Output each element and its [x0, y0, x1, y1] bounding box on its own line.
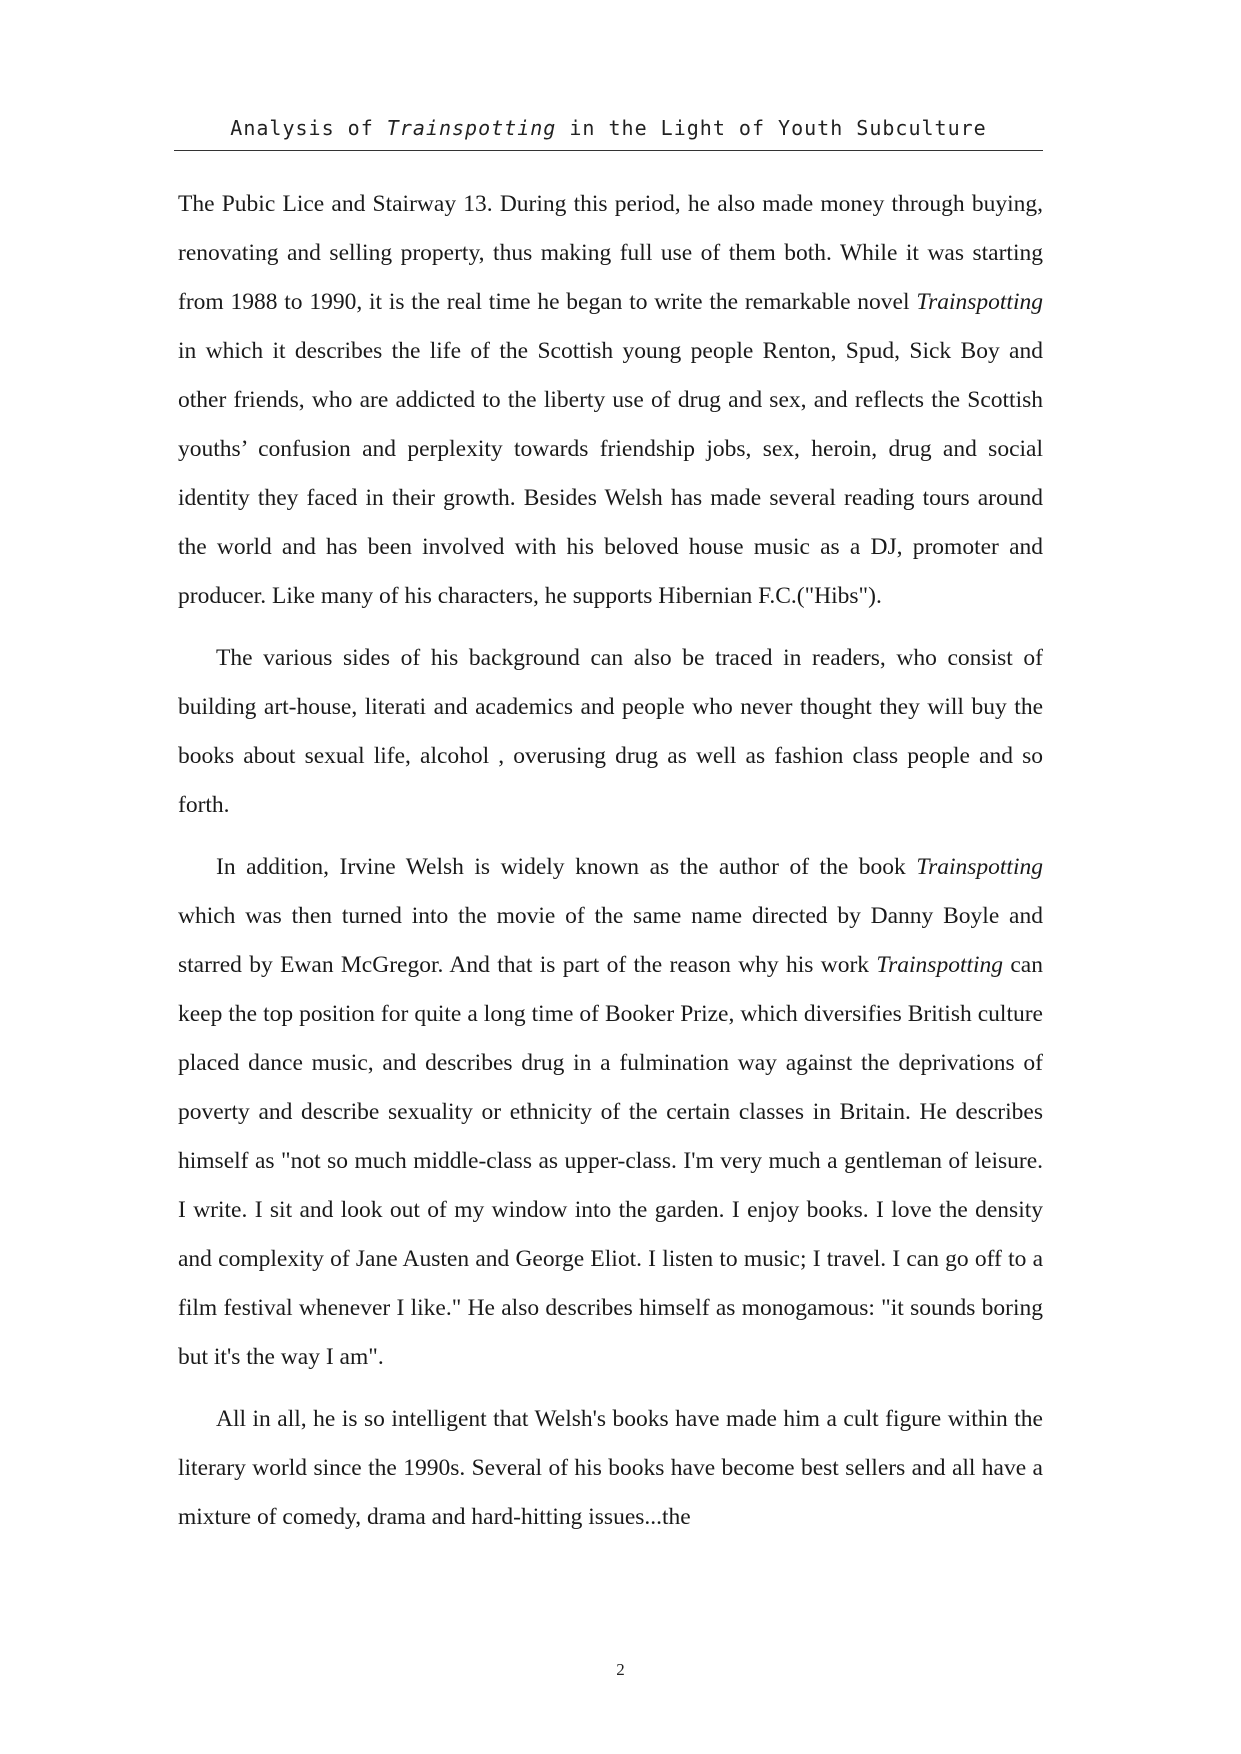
paragraph-4 — [178, 1395, 1043, 1542]
text-span: can keep the top position for quite a long time of Booker Prize, which diversifies British culture placed dance music, and describes drug in a fulmination way against the deprivations of poverty and describe sexuality or ethnicity of the certain classes in Britain. He describes himself as "not so much middle-class as upper-class. I'm very much a gentleman of leisure. I write. I sit and look out of my window into the garden. I enjoy books. I love the density and complexity of Jane Austen and George Eliot. I listen to music; I travel. I can go off to a film festival whenever I like." He also describes himself as monogamous: "it sounds boring but it's the way I am". — [178, 952, 1043, 1370]
running-header-book-title: Trainspotting — [386, 116, 557, 140]
text-span: All in all, he is so intelligent that Welsh's books have made him a cult figure within the literary world since the 1990s. Several of his books have become best sellers and all have a mixture of comedy, drama and hard-hitting issues...the — [178, 1406, 1043, 1530]
text-span: in which it describes the life of the Scottish young people Renton, Spud, Sick Boy and other friends, who are addicted to the liberty use of drug and sex, and reflects the Scottish youths’ confusion and perplexity towards friendship jobs, sex, heroin, drug and social identity they faced in their growth. Besides Welsh has made several reading tours around the world and has been involved with his beloved house music as a DJ, promoter and producer. Like many of his characters, he supports Hibernian F.C.("Hibs"). — [178, 338, 1043, 609]
book-title-italic: Trainspotting — [916, 854, 1043, 880]
book-title-italic: Trainspotting — [876, 952, 1004, 978]
running-header-prefix: Analysis of — [230, 116, 387, 140]
running-header — [174, 116, 1043, 140]
book-title-italic: Trainspotting — [916, 289, 1043, 315]
paragraph-2 — [178, 634, 1043, 830]
header-rule — [174, 150, 1043, 151]
paragraph-1 — [178, 180, 1043, 621]
running-header-suffix: in the Light of Youth Subculture — [556, 116, 987, 140]
paragraph-3 — [178, 843, 1043, 1382]
text-span: The Pubic Lice and Stairway 13. During this period, he also made money through buying, renovating and selling property, thus making full use of them both. While it was starting from 1988 to 1990, it is the real time he began to write the remarkable novel — [178, 191, 1043, 315]
text-span: In addition, Irvine Welsh is widely known as the author of the book — [216, 854, 917, 880]
body-text — [178, 180, 1043, 1555]
page-number: 2 — [616, 1660, 625, 1679]
text-span: which was then turned into the movie of the same name directed by Danny Boyle and starred by Ewan McGregor. And that is part of the reason why his work — [178, 903, 1043, 978]
text-span: The various sides of his background can also be traced in readers, who consist of building art-house, literati and academics and people who never thought they will buy the books about sexual life, alcohol , overusing drug as well as fashion class people and so forth. — [178, 645, 1043, 818]
